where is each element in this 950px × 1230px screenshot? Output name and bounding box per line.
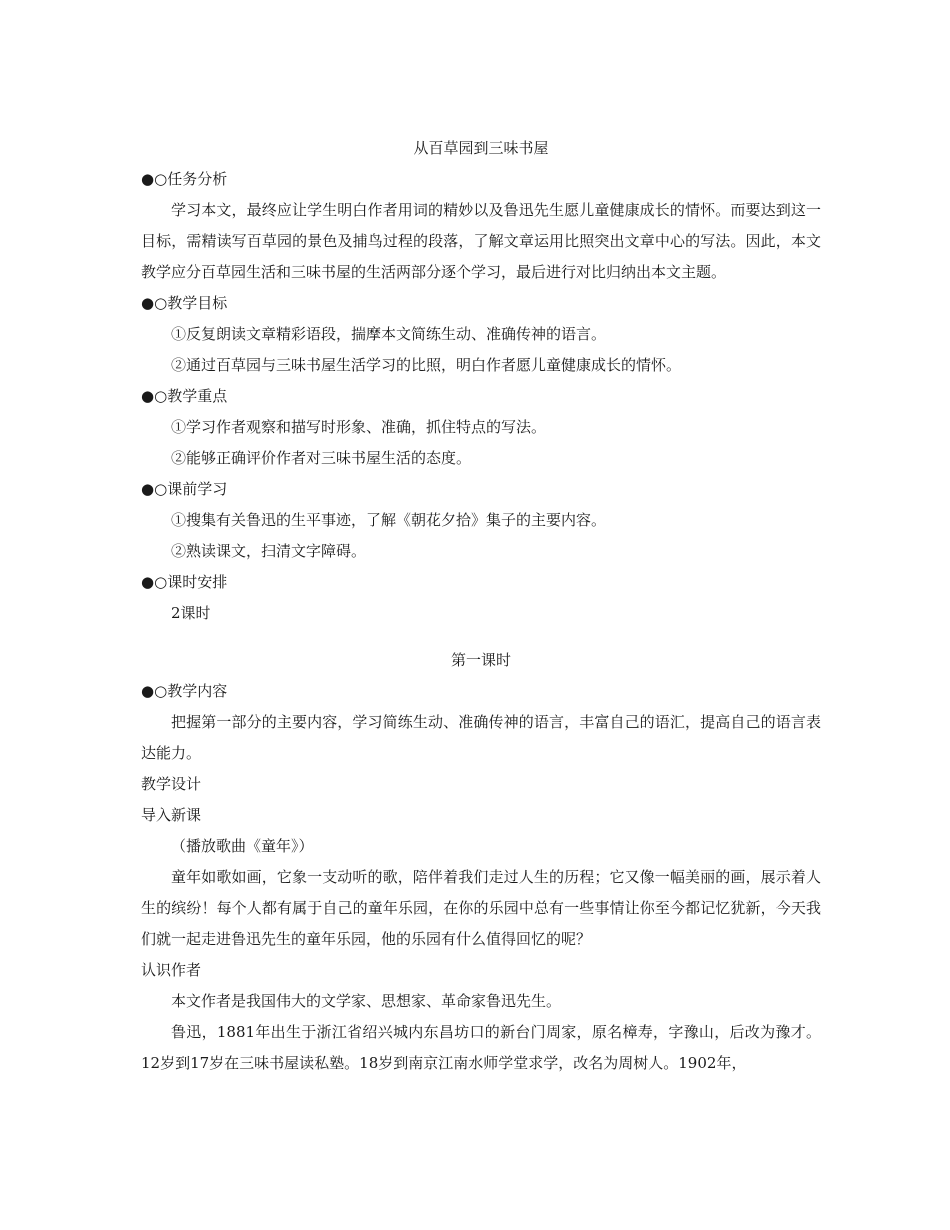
heading-label: 教学内容 bbox=[167, 682, 228, 700]
bullet-mark: ●○ bbox=[141, 170, 168, 188]
bullet-mark: ●○ bbox=[141, 480, 168, 498]
document-title: 从百草园到三味书屋 bbox=[413, 139, 549, 157]
author-heading: 认识作者 bbox=[141, 961, 202, 979]
section-heading-goals bbox=[141, 288, 821, 319]
bullet-mark: ●○ bbox=[141, 387, 168, 405]
design-heading: 教学设计 bbox=[141, 775, 202, 793]
document-body bbox=[141, 133, 821, 1079]
section-heading-preparation bbox=[141, 474, 821, 505]
heading-label: 教学目标 bbox=[167, 294, 228, 312]
author-paragraph-2: 鲁迅，1881年出生于浙江省绍兴城内东昌坊口的新台门周家，原名樟寿，字豫山，后改为豫才。12岁到17岁在三味书屋读私塾。18岁到南京江南水师学堂求学，改名为周树人。1902年， bbox=[141, 1023, 821, 1072]
content-paragraph: 把握第一部分的主要内容，学习简练生动、准确传神的语言，丰富自己的语汇，提高自己的语言表达能力。 bbox=[141, 713, 821, 762]
intro-paragraph: 童年如歌如画，它象一支动听的歌，陪伴着我们走过人生的历程；它又像一幅美丽的画，展示着人生的缤纷！每个人都有属于自己的童年乐园，在你的乐园中总有一些事情让你至今都记忆犹新，今天我们就一起走进鲁迅先生的童年乐园，他的乐园有什么值得回忆的呢？ bbox=[141, 868, 821, 948]
bullet-mark: ●○ bbox=[141, 294, 168, 312]
schedule-text: 2课时 bbox=[171, 604, 211, 622]
key-point-item-1: ①学习作者观察和描写时形象、准确，抓住特点的写法。 bbox=[171, 418, 547, 436]
intro-heading: 导入新课 bbox=[141, 806, 202, 824]
heading-label: 课前学习 bbox=[167, 480, 228, 498]
goal-item-2: ②通过百草园与三味书屋生活学习的比照，明白作者愿儿童健康成长的情怀。 bbox=[171, 356, 682, 374]
intro-note: （播放歌曲《童年》） bbox=[171, 837, 314, 855]
heading-label: 课时安排 bbox=[167, 573, 228, 591]
lesson-one-title: 第一课时 bbox=[450, 651, 511, 669]
bullet-mark: ●○ bbox=[141, 573, 168, 591]
bullet-mark: ●○ bbox=[141, 682, 168, 700]
goal-item-1: ①反复朗读文章精彩语段，揣摩本文简练生动、准确传神的语言。 bbox=[171, 325, 607, 343]
key-point-item-2: ②能够正确评价作者对三味书屋生活的态度。 bbox=[171, 449, 472, 467]
section-heading-task bbox=[141, 164, 821, 195]
task-analysis-paragraph: 学习本文，最终应让学生明白作者用词的精妙以及鲁迅先生愿儿童健康成长的情怀。而要达到这一目标，需精读写百草园的景色及捕鸟过程的段落，了解文章运用比照突出文章中心的写法。因此，本文教学应分百草园生活和三味书屋的生活两部分逐个学习，最后进行对比归纳出本文主题。 bbox=[141, 201, 821, 281]
section-heading-key-points bbox=[141, 381, 821, 412]
author-paragraph-1: 本文作者是我国伟大的文学家、思想家、革命家鲁迅先生。 bbox=[171, 992, 562, 1010]
preparation-item-1: ①搜集有关鲁迅的生平事迹，了解《朝花夕拾》集子的主要内容。 bbox=[171, 511, 607, 529]
heading-label: 教学重点 bbox=[167, 387, 228, 405]
section-heading-content bbox=[141, 676, 821, 707]
section-heading-schedule bbox=[141, 567, 821, 598]
preparation-item-2: ②熟读课文，扫清文字障碍。 bbox=[171, 542, 367, 560]
heading-label: 任务分析 bbox=[167, 170, 228, 188]
spacer bbox=[141, 629, 821, 645]
